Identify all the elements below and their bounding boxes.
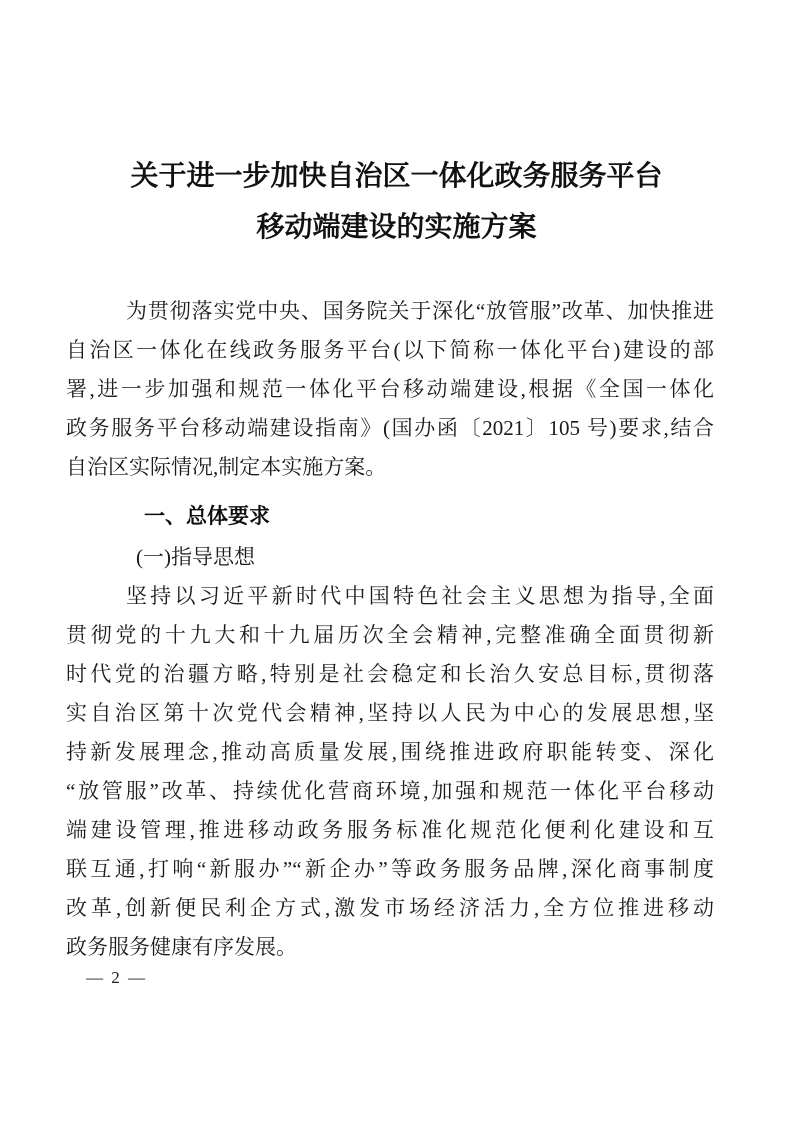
document-title	[0, 0, 793, 252]
paragraph-2-line: 联互通,打响“新服办”“新企办”等政务服务品牌,深化商事制度	[66, 857, 714, 881]
paragraph-2	[66, 577, 714, 967]
document-body	[66, 292, 714, 967]
section-subheading-1: (一)指导思想	[136, 545, 255, 569]
paragraph-2-line: 时代党的治疆方略,特别是社会稳定和长治久安总目标,贯彻落	[66, 662, 714, 686]
paragraph-1	[66, 292, 714, 487]
paragraph-1-line: 自治区一体化在线政务服务平台(以下简称一体化平台)建设的部	[66, 338, 714, 362]
document-title-line-2: 移动端建设的实施方案	[256, 211, 537, 242]
page-number: — 2 —	[86, 968, 147, 987]
paragraph-2-line: 政务服务健康有序发展。	[66, 935, 297, 959]
paragraph-2-line: 坚持以习近平新时代中国特色社会主义思想为指导,全面	[126, 584, 714, 608]
paragraph-2-line: 持新发展理念,推动高质量发展,围绕推进政府职能转变、深化	[66, 740, 714, 764]
paragraph-2-line: 实自治区第十次党代会精神,坚持以人民为中心的发展思想,坚	[66, 701, 714, 725]
paragraph-1-line: 自治区实际情况,制定本实施方案。	[66, 455, 387, 479]
paragraph-1-line: 为贯彻落实党中央、国务院关于深化“放管服”改革、加快推进	[126, 299, 714, 323]
paragraph-2-line: 贯彻党的十九大和十九届历次全会精神,完整准确全面贯彻新	[66, 623, 714, 647]
section-heading-1: 一、总体要求	[144, 505, 270, 528]
paragraph-1-line: 署,进一步加强和规范一体化平台移动端建设,根据《全国一体化	[66, 377, 714, 401]
paragraph-2-line: “放管服”改革、持续优化营商环境,加强和规范一体化平台移动	[66, 779, 714, 803]
document-title-line-1: 关于进一步加快自治区一体化政务服务平台	[130, 160, 663, 191]
paragraph-2-line: 端建设管理,推进移动政务服务标准化规范化便利化建设和互	[66, 818, 714, 842]
paragraph-2-line: 改革,创新便民利企方式,激发市场经济活力,全方位推进移动	[66, 896, 714, 920]
paragraph-1-line: 政务服务平台移动端建设指南》(国办函〔2021〕105 号)要求,结合	[66, 416, 714, 440]
